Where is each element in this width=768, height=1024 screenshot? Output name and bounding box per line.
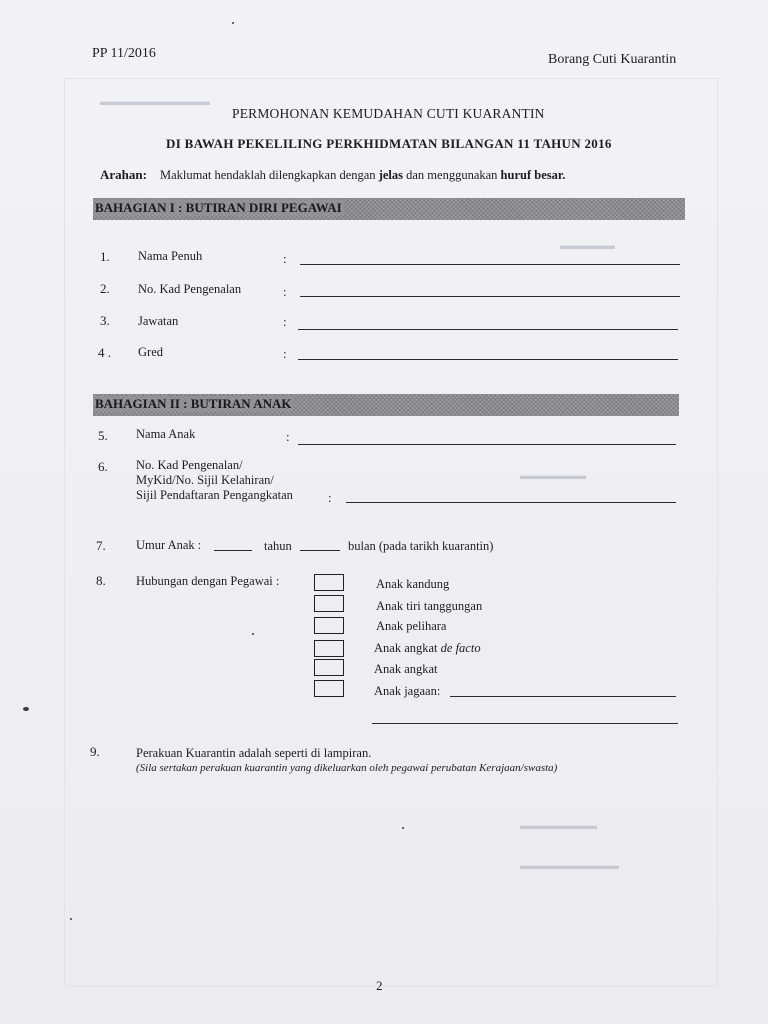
scan-speck [252,633,254,635]
child-id-label: MyKid/No. Sijil Kelahiran/ [136,473,274,487]
field-number: 9. [90,744,100,759]
certificate-text: Perakuan Kuarantin adalah seperti di lampiran. [136,746,372,760]
relationship-checkbox[interactable] [314,595,344,612]
option-label: Anak angkat de facto [374,641,481,655]
child-id-label: Sijil Pendaftaran Pengangkatan [136,488,293,502]
scan-speck [23,707,29,711]
scan-speck [70,918,72,920]
age-months-field[interactable] [300,550,340,551]
section-1-title: BAHAGIAN I : BUTIRAN DIRI PEGAWAI [95,200,342,215]
section-2-header [93,394,679,416]
field-number: 7. [96,538,106,553]
ic-number-label: No. Kad Pengenalan [138,282,242,296]
option-label: Anak angkat [374,662,438,676]
full-name-field[interactable] [300,264,680,265]
section-2-title: BAHAGIAN II : BUTIRAN ANAK [95,396,292,411]
relationship-label: Hubungan dengan Pegawai : [136,574,280,588]
certificate-note: (Sila sertakan perakuan kuarantin yang dikeluarkan oleh pegawai perubatan Kerajaan/swasta) [136,762,558,774]
full-name-label: Nama Penuh [138,249,203,263]
grade-label: Gred [138,345,163,359]
position-label: Jawatan [138,314,179,328]
relationship-checkbox[interactable] [314,680,344,697]
child-name-label: Nama Anak [136,427,196,441]
position-field[interactable] [298,329,678,330]
relationship-checkbox[interactable] [314,659,344,676]
option-label: Anak tiri tanggungan [376,599,483,613]
age-years-field[interactable] [214,550,252,551]
form-subtitle: DI BAWAH PEKELILING PERKHIDMATAN BILANGAN 11 TAHUN 2016 [166,136,612,151]
relationship-checkbox[interactable] [314,640,344,657]
bleed-through-text: ▬▬▬▬▬▬▬ [520,820,597,832]
form-title: PERMOHONAN KEMUDAHAN CUTI KUARANTIN [232,106,545,121]
scan-speck [232,22,234,24]
child-id-field[interactable] [346,502,676,503]
bleed-through-text: ▬▬▬▬▬▬▬▬▬▬ [100,96,210,108]
instruction-label: Arahan: [100,167,147,182]
child-name-field[interactable] [298,444,676,445]
colon: : [283,314,287,329]
colon: : [328,490,332,505]
years-label: tahun [264,539,292,553]
field-number: 3. [100,313,110,328]
instruction-text: Maklumat hendaklah dilengkapkan dengan jelas dan menggunakan huruf besar. [160,168,566,182]
option-label: Anak jagaan: [374,684,441,698]
colon: : [286,429,290,444]
field-number: 5. [98,428,108,443]
ic-number-field[interactable] [300,296,680,297]
section-1-header [93,198,685,220]
guardianship-field-line2[interactable] [372,723,678,724]
page-number: 2 [376,978,383,993]
colon: : [283,284,287,299]
field-number: 1. [100,249,110,264]
scan-speck [402,827,404,829]
relationship-checkbox[interactable] [314,574,344,591]
field-number: 8. [96,573,106,588]
relationship-checkbox[interactable] [314,617,344,634]
child-id-label: No. Kad Pengenalan/ [136,458,243,472]
colon: : [283,251,287,266]
option-label: Anak pelihara [376,619,447,633]
option-label: Anak kandung [376,577,450,591]
months-label: bulan (pada tarikh kuarantin) [348,539,494,553]
document-code: PP 11/2016 [92,46,156,61]
field-number: 6. [98,459,108,474]
bleed-through-text: ▬▬▬▬▬ [560,240,615,252]
field-number: 4 . [98,345,111,360]
colon: : [283,346,287,361]
grade-field[interactable] [298,359,678,360]
bleed-through-text: ▬▬▬▬▬▬ [520,470,586,482]
bleed-through-text: ▬▬▬▬▬▬▬▬▬ [520,860,619,872]
form-name: Borang Cuti Kuarantin [548,52,677,67]
field-number: 2. [100,281,110,296]
child-age-label: Umur Anak : [136,538,202,552]
guardianship-field[interactable] [450,696,676,697]
